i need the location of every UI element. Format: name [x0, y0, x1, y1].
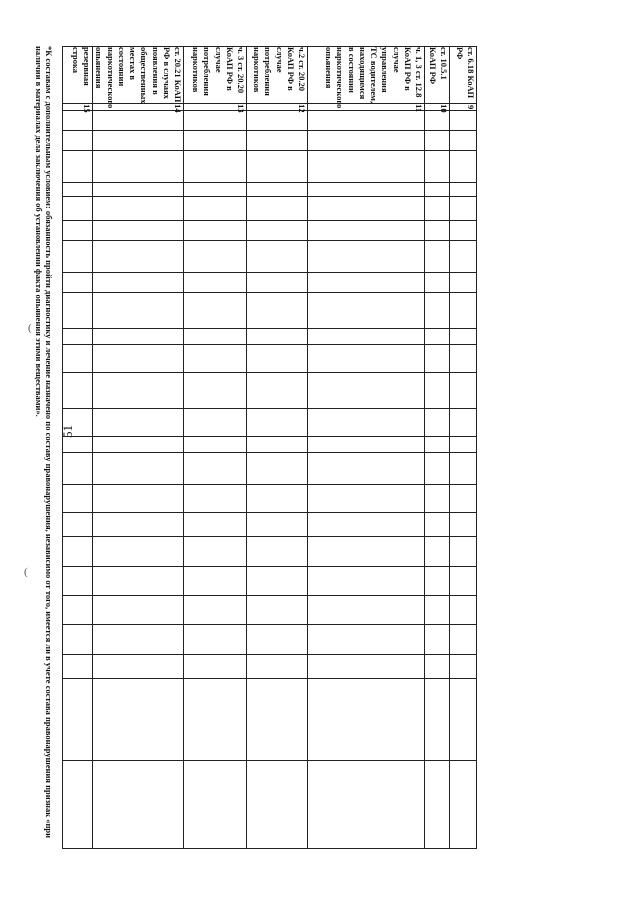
row-number: 14	[93, 104, 184, 111]
row-label: ст. 20.21 КоАП РФ в случаях появления в общественных местах в состоянии наркотического опьянения	[94, 47, 183, 109]
row-number: 10	[425, 104, 450, 111]
table-cell	[63, 513, 93, 537]
table-cell	[450, 221, 477, 241]
table-cell	[425, 221, 450, 241]
table-cell	[247, 760, 308, 848]
row-number: 13	[184, 104, 247, 111]
table-cell	[93, 654, 184, 678]
row-label: ст. 6.18 КоАП РФ	[450, 47, 477, 104]
table-cell	[425, 151, 450, 183]
table-cell	[425, 595, 450, 624]
table-cell	[247, 453, 308, 485]
table-cell	[308, 293, 425, 329]
table-row	[450, 47, 477, 849]
table-cell	[63, 293, 93, 329]
table-cell	[308, 409, 425, 437]
row-number: 15	[63, 104, 93, 111]
table-cell	[93, 624, 184, 654]
table-row	[308, 47, 425, 849]
table-cell	[425, 654, 450, 678]
table-cell	[184, 595, 247, 624]
table-cell	[184, 345, 247, 373]
table-cell	[308, 221, 425, 241]
table-cell	[450, 183, 477, 197]
table-cell	[450, 595, 477, 624]
table-cell	[93, 437, 184, 453]
table-cell	[93, 329, 184, 345]
table-cell	[425, 111, 450, 131]
table-cell	[425, 567, 450, 595]
table-cell	[425, 131, 450, 151]
table-cell	[184, 293, 247, 329]
table-cell	[93, 409, 184, 437]
table-cell	[184, 485, 247, 513]
table-cell	[93, 453, 184, 485]
table-cell	[247, 345, 308, 373]
table-cell	[184, 373, 247, 409]
table-cell	[308, 513, 425, 537]
table-cell	[308, 485, 425, 513]
table-cell	[93, 293, 184, 329]
table-cell	[93, 595, 184, 624]
table-cell	[425, 197, 450, 221]
table-cell	[63, 678, 93, 760]
table-cell	[450, 373, 477, 409]
table-cell	[63, 183, 93, 197]
table-cell	[63, 373, 93, 409]
table-cell	[247, 595, 308, 624]
margin-mark: (	[24, 566, 28, 578]
table-cell	[450, 760, 477, 848]
table-cell	[184, 453, 247, 485]
table-cell	[63, 241, 93, 273]
footnote: *К составам с дополнительным условием: обязанность пройти диагностику и лечение назначено по составу правонарушения, независимо от того, имеется ли в учете состава правонарушения признак «при наличии в материалах дела заключения об установлении факта опьянения этими веществами».	[33, 46, 55, 838]
table-cell	[63, 329, 93, 345]
table-cell	[308, 373, 425, 409]
table-cell	[308, 760, 425, 848]
table-cell	[63, 567, 93, 595]
table-cell	[308, 273, 425, 293]
table-row	[93, 47, 184, 849]
table-cell	[93, 197, 184, 221]
table-cell	[450, 241, 477, 273]
table-cell	[247, 183, 308, 197]
table-cell	[247, 197, 308, 221]
row-number: 12	[247, 104, 308, 111]
table-cell	[63, 537, 93, 567]
table-cell	[425, 678, 450, 760]
table-cell	[308, 654, 425, 678]
row-label: ч.2 ст. 20.20 КоАП РФ в случае потребления наркотиков	[247, 47, 308, 104]
table-cell	[450, 624, 477, 654]
table-cell	[308, 131, 425, 151]
table-cell	[63, 221, 93, 241]
table-cell	[450, 537, 477, 567]
table-cell	[425, 624, 450, 654]
table-cell	[425, 409, 450, 437]
table-cell	[450, 409, 477, 437]
table-cell	[450, 678, 477, 760]
table-cell	[450, 345, 477, 373]
table-cell	[247, 373, 308, 409]
table-cell	[308, 197, 425, 221]
table-cell	[184, 437, 247, 453]
table-cell	[308, 624, 425, 654]
table-cell	[450, 513, 477, 537]
table-cell	[184, 654, 247, 678]
table-cell	[308, 241, 425, 273]
table-cell	[93, 513, 184, 537]
table-cell	[247, 273, 308, 293]
table-cell	[93, 131, 184, 151]
table-cell	[450, 485, 477, 513]
table-cell	[425, 273, 450, 293]
table-cell	[247, 241, 308, 273]
table-cell	[425, 241, 450, 273]
table-cell	[63, 485, 93, 513]
row-number: 11	[308, 104, 425, 111]
table-cell	[184, 183, 247, 197]
table-cell	[184, 111, 247, 131]
table-cell	[93, 111, 184, 131]
table-cell	[247, 221, 308, 241]
table-cell	[63, 131, 93, 151]
table-cell	[93, 345, 184, 373]
table-cell	[247, 111, 308, 131]
table-cell	[184, 624, 247, 654]
table-cell	[63, 624, 93, 654]
table-cell	[450, 151, 477, 183]
table-cell	[93, 183, 184, 197]
table-cell	[93, 760, 184, 848]
table-cell	[184, 197, 247, 221]
table-cell	[63, 760, 93, 848]
row-label: ч. 3 ст. 20.20 КоАП РФ в случае потребления наркотиков	[184, 47, 247, 104]
table-cell	[308, 183, 425, 197]
table-cell	[247, 537, 308, 567]
table-cell	[184, 131, 247, 151]
table-cell	[63, 151, 93, 183]
table-cell	[247, 329, 308, 345]
table-cell	[247, 409, 308, 437]
table-cell	[308, 567, 425, 595]
table-cell	[93, 241, 184, 273]
table-cell	[425, 537, 450, 567]
table-cell	[63, 273, 93, 293]
table-cell	[308, 595, 425, 624]
table-cell	[184, 678, 247, 760]
table-cell	[63, 409, 93, 437]
margin-mark: (	[28, 322, 32, 334]
violations-table	[62, 46, 477, 849]
table-cell	[308, 111, 425, 131]
table-cell	[308, 678, 425, 760]
table-cell	[450, 273, 477, 293]
page-number: 51	[60, 425, 75, 438]
table-cell	[247, 131, 308, 151]
table-cell	[93, 678, 184, 760]
table-row	[184, 47, 247, 849]
table-cell	[308, 151, 425, 183]
table-cell	[450, 567, 477, 595]
table-cell	[247, 654, 308, 678]
rotated-content	[33, 46, 477, 849]
table-cell	[308, 329, 425, 345]
table-cell	[450, 329, 477, 345]
table-cell	[308, 345, 425, 373]
table-cell	[184, 513, 247, 537]
table-cell	[93, 221, 184, 241]
table-cell	[450, 293, 477, 329]
table-cell	[247, 567, 308, 595]
table-cell	[247, 624, 308, 654]
table-row	[425, 47, 450, 849]
table-cell	[450, 197, 477, 221]
table-cell	[247, 437, 308, 453]
table-cell	[93, 373, 184, 409]
table-cell	[425, 293, 450, 329]
table-cell	[93, 537, 184, 567]
table-cell	[450, 654, 477, 678]
table-cell	[450, 453, 477, 485]
table-cell	[63, 453, 93, 485]
table-cell	[184, 221, 247, 241]
table-cell	[184, 241, 247, 273]
table-cell	[247, 678, 308, 760]
row-label: ч. 1, 3 ст. 12.8 КоАП РФ в случае управления ТС водителем, находящимся в состоянии наркотического опьянения	[308, 47, 425, 104]
table-cell	[425, 345, 450, 373]
table-cell	[63, 595, 93, 624]
row-number: 9	[450, 104, 477, 111]
table-cell	[450, 437, 477, 453]
table-cell	[184, 151, 247, 183]
table-cell	[247, 293, 308, 329]
table-cell	[184, 273, 247, 293]
table-cell	[63, 197, 93, 221]
table-cell	[308, 537, 425, 567]
table-cell	[425, 329, 450, 345]
table-cell	[425, 373, 450, 409]
table-cell	[425, 485, 450, 513]
table-cell	[63, 654, 93, 678]
table-cell	[184, 567, 247, 595]
table-cell	[93, 151, 184, 183]
table-cell	[247, 151, 308, 183]
table-cell	[63, 345, 93, 373]
row-label: резервная строка	[63, 47, 93, 104]
table-cell	[184, 409, 247, 437]
table-cell	[425, 183, 450, 197]
table-cell	[450, 131, 477, 151]
table-cell	[450, 111, 477, 131]
row-label: ст. 10.5.1 КоАП РФ	[425, 47, 450, 104]
table-cell	[63, 111, 93, 131]
table-cell	[93, 273, 184, 293]
table-cell	[247, 513, 308, 537]
table-cell	[425, 453, 450, 485]
table-cell	[308, 453, 425, 485]
table-cell	[63, 437, 93, 453]
table-cell	[184, 329, 247, 345]
table-row	[63, 47, 93, 849]
table-row	[247, 47, 308, 849]
table-cell	[247, 485, 308, 513]
table-cell	[93, 485, 184, 513]
table-cell	[184, 537, 247, 567]
table-cell	[425, 513, 450, 537]
table-cell	[93, 567, 184, 595]
table-cell	[425, 437, 450, 453]
table-cell	[425, 760, 450, 848]
table-cell	[308, 437, 425, 453]
table-cell	[184, 760, 247, 848]
